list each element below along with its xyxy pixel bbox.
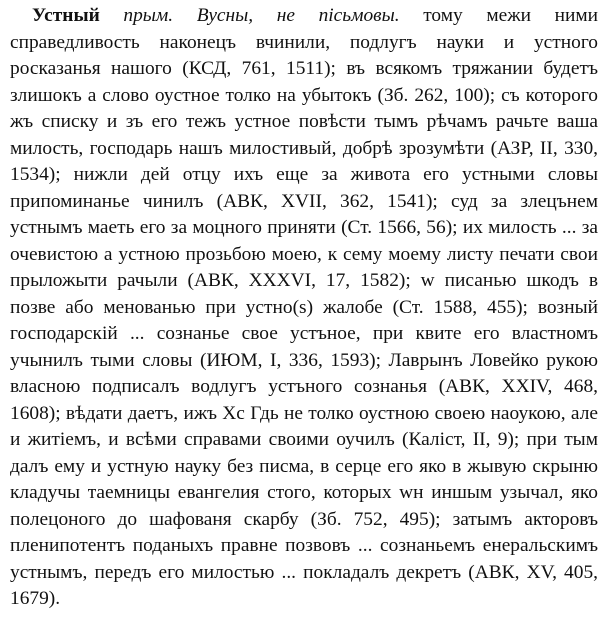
headword: Устный bbox=[32, 5, 100, 26]
dictionary-entry bbox=[10, 3, 598, 613]
gloss: прым. Вусны, не пісьмовы. bbox=[123, 5, 400, 26]
entry-body: тому межи ними справедливость наконецъ вчинили, подлугъ науки и устного росказанья нашого (КСД, 761, 1511); въ всякомъ тряжании будетъ злишокъ а слово оустное толко на убытокъ (Зб. 262, 100); съ которого жъ списку и зъ его тежъ устное повѣсти тымъ рѣчамъ рачьте ваша милость, господарь нашъ милостивый, добрѣ зрозумѣти (АЗР, II, 330, 1534); нижли дей отцу ихъ еще за живота его устными словы припоминанье чинилъ (АВК, XVII, 362, 1541); суд за злецънем устнымъ маеть его за моцного приняти (Ст. 1566, 56); их милость ... за очевистою а устною прозьбою моею, к сему моему листу печати свои прыложыти рачыли (АВК, XXXVI, 17, 1582); w писанью шкодъ в позве або менованью при устно(s) жалобе (Ст. 1588, 455); возный господарскій ... сознанье свое устъное, при квите его властномъ учынилъ тыми словы (ИЮМ, I, 336, 1593); Лаврынъ Ловейко рукою власною подписалъ водлугъ устъного сознанья (АВК, XXIV, 468, 1608); вѣдати даетъ, ижъ Хс Гдь не толко оустною своею наоукою, але и житіемъ, и всѣми справами своими оучилъ (Каліст, II, 9); при тым далъ ему и устную науку без писма, в серце его яко в жывую скрыню кладучы таемницы евангелия стого, которых wн иншым узычал, яко полецоного до шафованя скарбу (Зб. 752, 495); затымъ акторовъ пленипотентъ поданыхъ правне позвовъ ... сознаньемъ енеральскимъ устнымъ, передъ его милостью ... покладалъ декретъ (АВК, XV, 405, 1679). bbox=[10, 5, 598, 609]
